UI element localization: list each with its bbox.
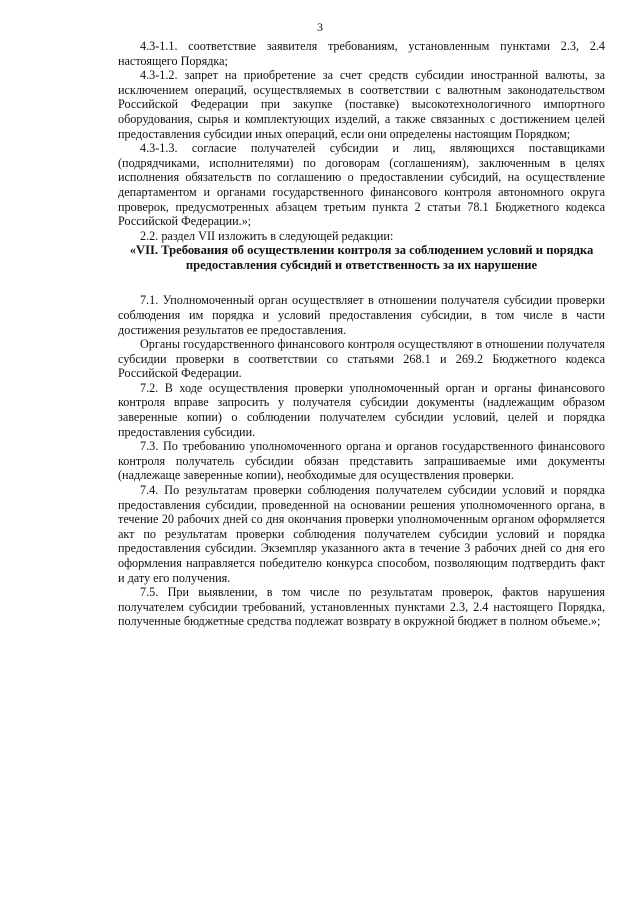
paragraph-7-1: 7.1. Уполномоченный орган осуществляет в отношении получателя субсидии проверки соблюдения им порядка и условий предоставления субсидии, в том числе в части достижения результатов ее предоставления. <box>118 293 605 337</box>
paragraph-2-2: 2.2. раздел VII изложить в следующей редакции: <box>140 228 394 243</box>
paragraph-7-4: 7.4. По результатам проверки соблюдения получателем субсидии условий и порядка предоставления субсидии, проведенной на основании решения уполномоченного органа, в течение 20 рабочих дней со дня окончания проверки уполномоченным органом оформляется акт по результатам проверки соблюдения получателем субсидии условий и порядка предоставления субсидии. Экземпляр указанного акта в течение 3 рабочих дней со дня его оформления направляется победителю конкурса способом, позволяющим подтвердить факт и дату его получения. <box>118 483 605 585</box>
page-number: 3 <box>317 20 323 34</box>
paragraph-7-2: 7.2. В ходе осуществления проверки уполномоченный орган и органы финансового контроля вправе запросить у получателя субсидии документы (надлежащим образом заверенные копии) о соблюдении получателем субсидии условий, целей и порядка предоставления субсидии. <box>118 380 605 439</box>
document-body <box>118 39 605 629</box>
paragraph-4-3-1-3: 4.3-1.3. согласие получателей субсидии и лиц, являющихся поставщиками (подрядчиками, исполнителями) по договорам (соглашениям), заключенным в целях исполнения обязательств по соглашению о предоставлении субсидий, на осуществление департаментом и органами государственного финансового контроля автономного округа проверок, предусмотренных абзацем третьим пункта 2 статьи 78.1 Бюджетного кодекса Российской Федерации.»; <box>118 141 605 229</box>
section-heading: «VII. Требования об осуществлении контроля за соблюдением условий и порядка предоставления субсидий и ответственность за их нарушение <box>129 243 594 273</box>
paragraph-4-3-1-2: 4.3-1.2. запрет на приобретение за счет средств субсидии иностранной валюты, за исключением операций, осуществляемых в соответствии с валютным законодательством Российской Федерации при закупке (поставке) высокотехнологичного импортного оборудования, сырья и комплектующих изделий, а также связанных с достижением целей предоставления субсидии иных операций, если они определены настоящим Порядком; <box>118 68 605 141</box>
paragraph-4-3-1-1: 4.3-1.1. соответствие заявителя требованиям, установленным пунктами 2.3, 2.4 настоящего Порядка; <box>118 39 605 68</box>
paragraph-7-3: 7.3. По требованию уполномоченного органа и органов государственного финансового контроля получатель субсидии обязан представить запрашиваемые ими документы (надлежаще заверенные копии), необходимые для осуществления проверки. <box>118 439 605 483</box>
paragraph-7-5: 7.5. При выявлении, в том числе по результатам проверок, фактов нарушения получателем субсидии требований, установленных пунктами 2.3, 2.4 настоящего Порядка, полученные бюджетные средства подлежат возврату в окружной бюджет в полном объеме.»; <box>118 585 605 629</box>
paragraph-financial-control: Органы государственного финансового контроля осуществляют в отношении получателя субсидии проверки в соответствии со статьями 268.1 и 269.2 Бюджетного кодекса Российской Федерации. <box>118 337 605 381</box>
section-gap <box>118 273 605 293</box>
